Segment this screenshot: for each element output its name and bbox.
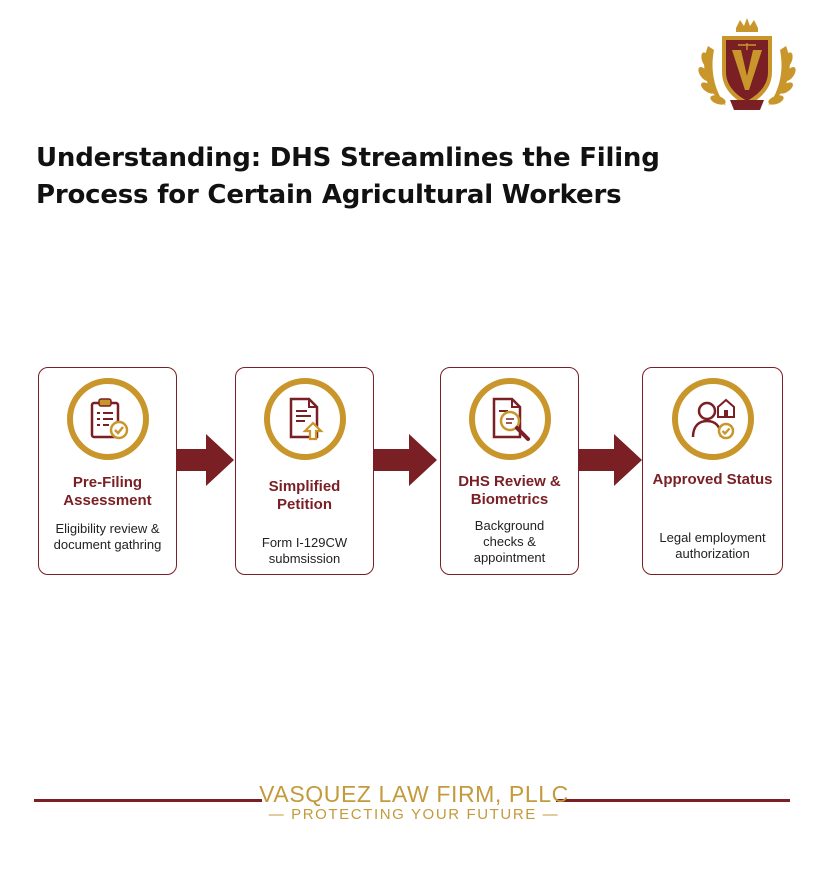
page-title: Understanding: DHS Streamlines the Filing Process for Certain Agricultural Workers (36, 143, 660, 210)
step-pre-filing (38, 367, 177, 575)
clipboard-check-icon (67, 378, 149, 460)
arrow-right-icon (578, 432, 644, 488)
firm-name: VASQUEZ LAW FIRM, PLLC (259, 781, 569, 807)
firm-logo (694, 16, 800, 116)
step-description: Legal employment authorization (659, 530, 766, 561)
step-heading: Pre-Filing Assessment (63, 474, 152, 509)
step-description: Form I-129CW submsission (261, 535, 348, 566)
arrow-right-icon (373, 432, 439, 488)
arrow-right-icon (176, 432, 236, 488)
document-upload-icon (264, 378, 346, 460)
magnifier-document-icon (469, 378, 551, 460)
step-description: Background checks & appointment (473, 518, 546, 565)
firm-tagline: — PROTECTING YOUR FUTURE — (268, 806, 560, 823)
step-simplified-petition (235, 367, 374, 575)
step-heading: Approved Status (652, 471, 773, 488)
step-approved-status (642, 367, 783, 575)
step-dhs-review (440, 367, 579, 575)
step-heading: Simplified Petition (268, 478, 341, 513)
step-description: Eligibility review & document gathring (53, 521, 162, 552)
person-home-check-icon (672, 378, 754, 460)
step-heading: DHS Review & Biometrics (458, 473, 561, 508)
